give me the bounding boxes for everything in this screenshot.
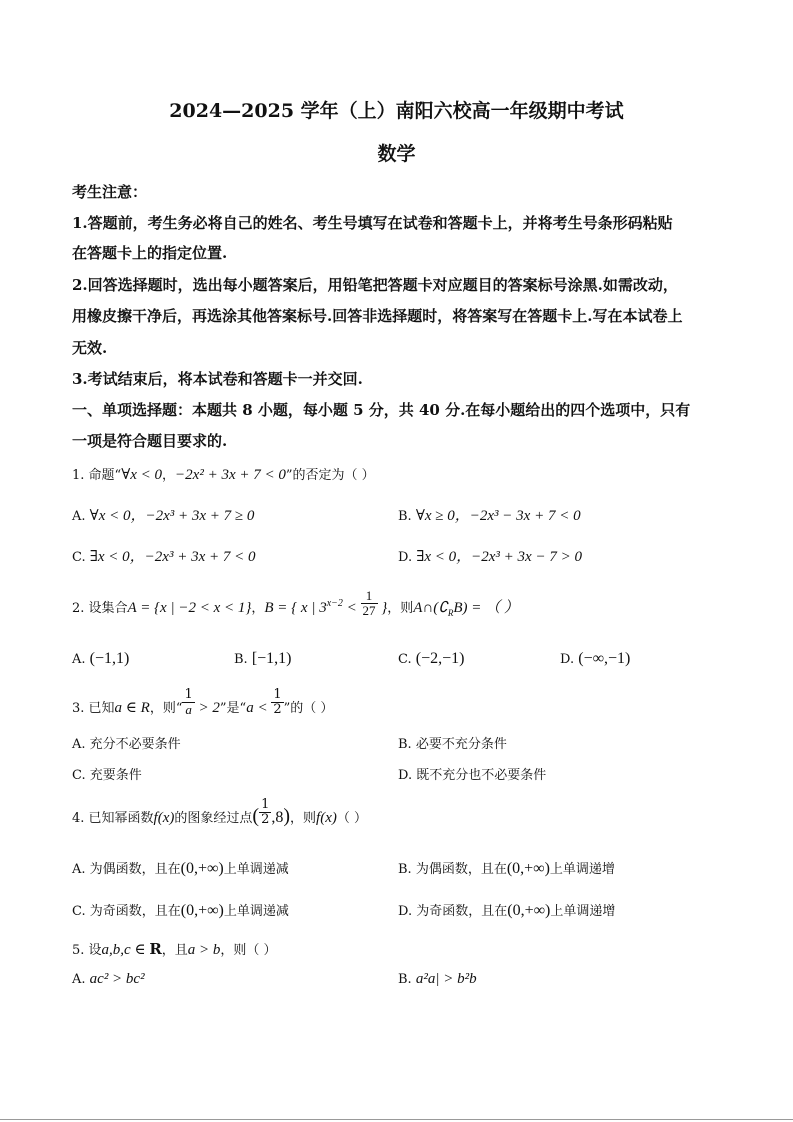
q1-option-c: C. ∃x < 0，−2x³ + 3x + 7 < 0 bbox=[72, 549, 256, 565]
q3-fraction-2: $\frac{1}{2}$ bbox=[273, 687, 282, 717]
question-2-stem: 2. 设集合A = {x | −2 < x < 1}，B = { x | $3^{x-2}$ < $\frac{1}{27}$ }，则$A\cap(∁_RB)$ = （ ） bbox=[72, 588, 519, 619]
notice-item-2a: 2.回答选择题时，选出每小题答案后，用铅笔把答题卡对应题目的答案标号涂黑.如需改动， bbox=[72, 276, 678, 294]
q2-option-d: D. (−∞,−1) bbox=[560, 650, 631, 667]
subject-title: 数学 bbox=[377, 143, 416, 165]
exam-title: 2024—2025 学年（上）南阳六校高一年级期中考试 bbox=[169, 100, 624, 122]
question-4-stem: 4. 已知幂函数f(x)的图象经过点( $\frac{1}{2}$ ,8)，则f(x)（ ） bbox=[72, 797, 367, 827]
q2-option-b: B. [−1,1) bbox=[234, 650, 292, 667]
notice-item-1a: 1.答题前，考生务必将自己的姓名、考生号填写在试卷和答题卡上，并将考生号条形码粘贴 bbox=[72, 214, 673, 232]
question-5-stem: 5. 设a,b,c ∈ R，且a > b，则（ ） bbox=[72, 940, 277, 958]
q4-option-a: A. 为偶函数，且在(0,+∞)上单调递减 bbox=[72, 860, 289, 877]
q3-option-a: A. 充分不必要条件 bbox=[72, 737, 181, 752]
notice-item-1b: 在答题卡上的指定位置. bbox=[72, 244, 228, 262]
page-bottom-divider bbox=[0, 1119, 793, 1120]
q1-quantifier: ∀x < 0 bbox=[121, 467, 163, 483]
q4-fraction: $\frac{1}{2}$ bbox=[261, 797, 270, 827]
q2-fraction: $\frac{1}{27}$ bbox=[362, 588, 376, 619]
q3-fraction-1: $\frac{1}{a}$ bbox=[184, 687, 193, 717]
section-heading-line2: 一项是符合题目要求的. bbox=[72, 432, 228, 450]
notice-item-2b: 用橡皮擦干净后，再选涂其他答案标号.回答非选择题时，将答案写在答题卡上.写在本试卷上 bbox=[72, 307, 683, 325]
q5-option-a: A. ac² > bc² bbox=[72, 971, 145, 987]
q4-option-d: D. 为奇函数，且在(0,+∞)上单调递增 bbox=[398, 902, 616, 919]
q1-option-a: A. ∀x < 0，−2x³ + 3x + 7 ≥ 0 bbox=[72, 508, 255, 524]
q1-option-d: D. ∃x < 0，−2x³ + 3x − 7 > 0 bbox=[398, 549, 582, 565]
q3-option-b: B. 必要不充分条件 bbox=[398, 737, 507, 752]
q1-inequality: −2x² + 3x + 7 < 0 bbox=[175, 467, 286, 483]
section-heading-line1: 一、单项选择题：本题共 8 小题，每小题 5 分，共 40 分.在每小题给出的四个选项中，只有 bbox=[72, 401, 691, 419]
q2-option-a: A. (−1,1) bbox=[72, 650, 130, 667]
question-1-stem: 1. 命题“∀x < 0，−2x² + 3x + 7 < 0”的否定为（ ） bbox=[72, 467, 375, 483]
q4-option-b: B. 为偶函数，且在(0,+∞)上单调递增 bbox=[398, 860, 615, 877]
q2-set-b: B = { x | $3^{x-2}$ < $\frac{1}{27}$ } bbox=[264, 588, 388, 619]
q2-expression: $A\cap(∁_RB)$ = （ ） bbox=[413, 600, 519, 618]
q5-option-b: B. a²a| > b²b bbox=[398, 971, 477, 987]
question-3-stem: 3. 已知a ∈ R，则“ $\frac{1}{a}$ > 2”是“a < $\frac{1}{2}$ ”的（ ） bbox=[72, 687, 334, 717]
q4-option-c: C. 为奇函数，且在(0,+∞)上单调递减 bbox=[72, 902, 289, 919]
notice-heading: 考生注意： bbox=[72, 183, 148, 201]
notice-item-2c: 无效. bbox=[72, 339, 108, 357]
q3-option-c: C. 充要条件 bbox=[72, 768, 142, 783]
q3-option-d: D. 既不充分也不必要条件 bbox=[398, 768, 547, 783]
q2-set-a: A = {x | −2 < x < 1} bbox=[127, 600, 252, 616]
notice-item-3: 3.考试结束后，将本试卷和答题卡一并交回. bbox=[72, 370, 363, 388]
q2-option-c: C. (−2,−1) bbox=[398, 650, 465, 667]
q1-option-b: B. ∀x ≥ 0，−2x³ − 3x + 7 < 0 bbox=[398, 508, 581, 524]
